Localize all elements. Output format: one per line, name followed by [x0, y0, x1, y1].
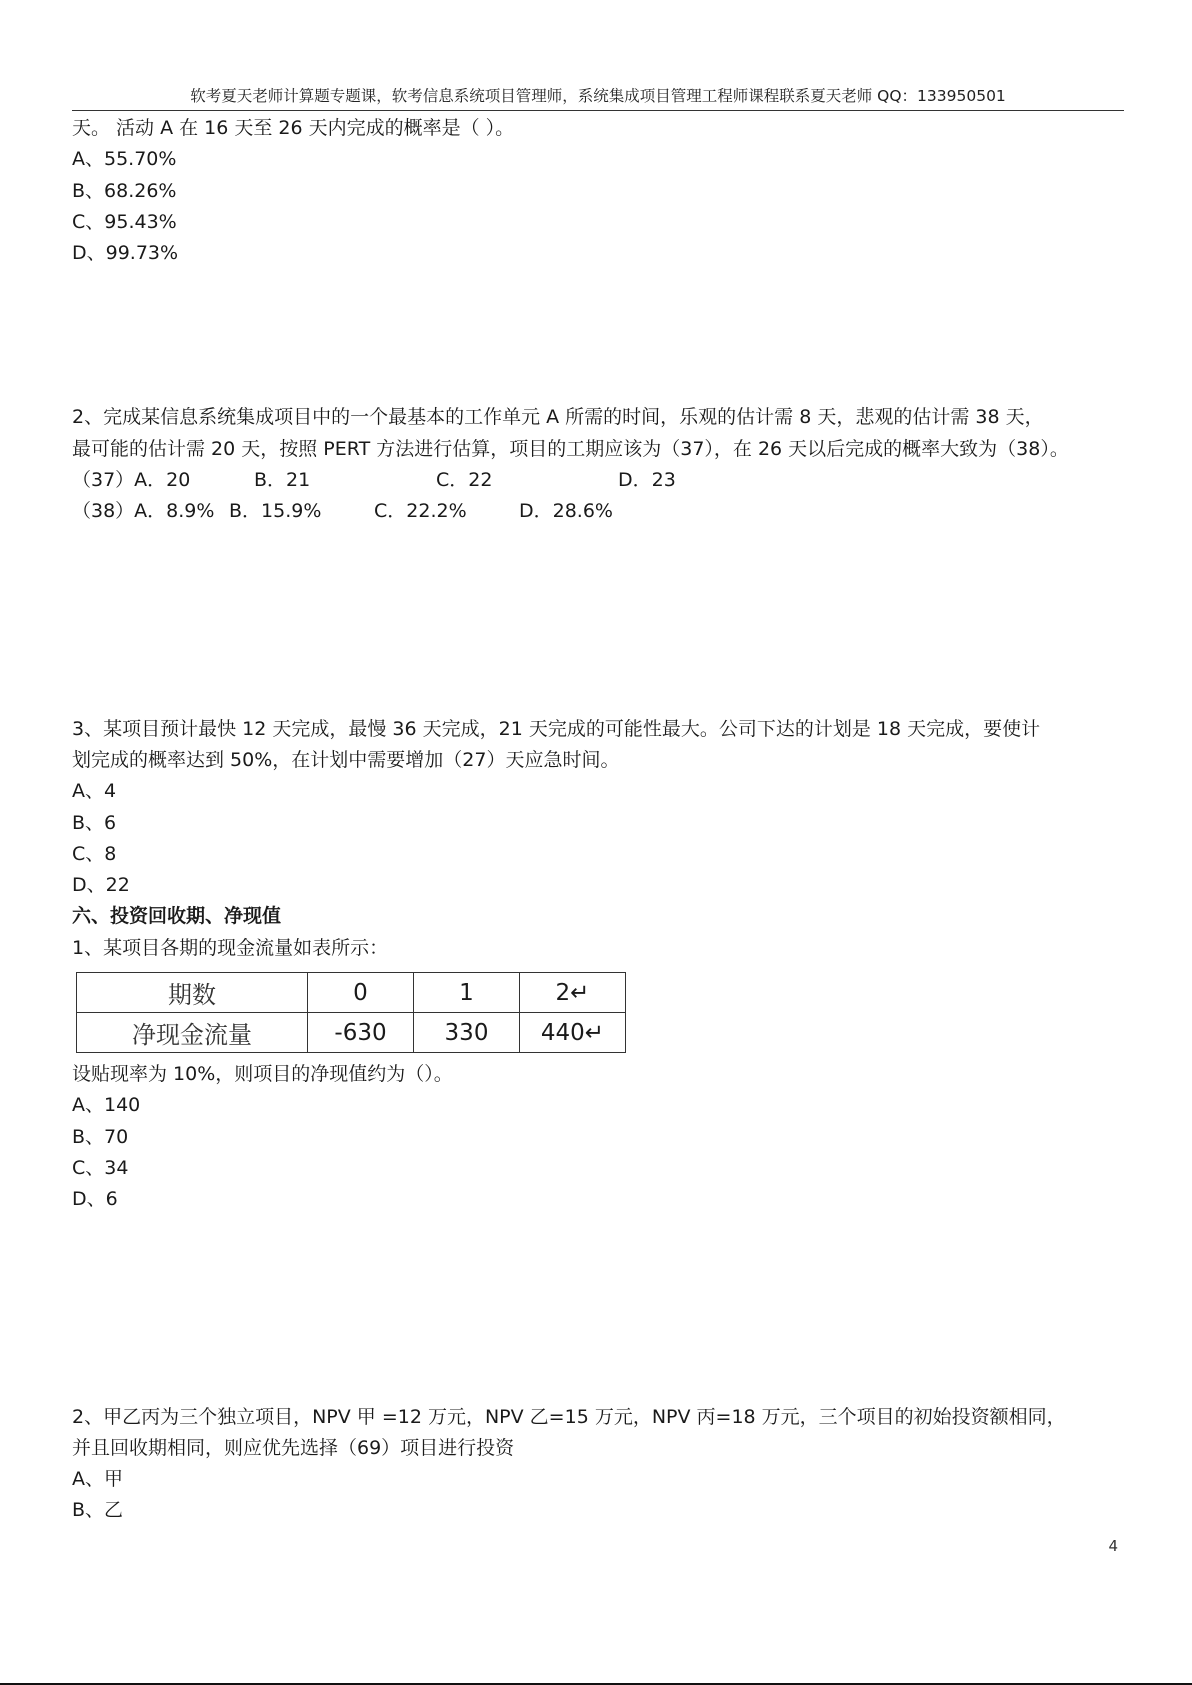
s6-q1-stem: 1、某项目各期的现金流量如表所示： [72, 936, 389, 959]
q3-option-d: D、22 [72, 874, 130, 897]
q3-option-b: B、6 [72, 811, 117, 834]
q2-38-a: （38）A．8.9% [72, 500, 215, 523]
q0-option-a: A、55.70% [72, 148, 177, 171]
spacer [72, 269, 1152, 402]
q2-stem-line2: 最可能的估计需 20 天，按照 PERT 方法进行估算，项目的工期应该为（37），在 26 天以后完成的概率大致为（38）。 [72, 437, 1069, 460]
q2-38-c: C．22.2% [374, 500, 467, 523]
q0-option-c: C、95.43% [72, 210, 177, 233]
q2-row-37 [72, 465, 1152, 496]
q2-38-d: D．28.6% [519, 500, 613, 523]
q2-37-a: （37）A．20 [72, 469, 191, 492]
s6-q1-option-c: C、34 [72, 1156, 129, 1179]
q0-option-d: D、99.73% [72, 242, 179, 265]
q2-37-b: B．21 [254, 469, 311, 492]
s6-q2-option-a: A、甲 [72, 1468, 123, 1491]
table-row [77, 973, 626, 1013]
cash-flow-header: 净现金流量 [77, 1013, 308, 1053]
cash-flow-table [76, 972, 626, 1053]
q3-stem-line2: 划完成的概率达到 50%，在计划中需要增加（27）天应急时间。 [72, 748, 620, 771]
section-title: 六、投资回收期、净现值 [72, 905, 282, 928]
page-number: 4 [1108, 1537, 1118, 1555]
q2-stem-line1: 2、完成某信息系统集成项目中的一个最基本的工作单元 A 所需的时间，乐观的估计需 8 天，悲观的估计需 38 天， [72, 406, 1044, 429]
q3-option-a: A、4 [72, 780, 117, 803]
header-rule [72, 110, 1124, 111]
s6-q1-option-d: D、6 [72, 1188, 118, 1211]
q3-stem-line1: 3、某项目预计最快 12 天完成，最慢 36 天完成，21 天完成的可能性最大。公司下达的计划是 18 天完成，要使计 [72, 717, 1041, 740]
s6-q2-stem-line2: 并且回收期相同，则应优先选择（69）项目进行投资 [72, 1436, 515, 1459]
q2-38-b: B．15.9% [229, 500, 322, 523]
q2-row-38 [72, 496, 1152, 527]
s6-q1-option-b: B、70 [72, 1125, 129, 1148]
period-cell: 0 [308, 973, 414, 1013]
s6-q1-question: 设贴现率为 10%，则项目的净现值约为（）。 [72, 1063, 453, 1086]
q2-37-c: C．22 [436, 469, 493, 492]
spacer [72, 528, 1152, 714]
page-header: 软考夏天老师计算题专题课，软考信息系统项目管理师，系统集成项目管理工程师课程联系夏天老师 QQ：133950501 [190, 87, 1006, 105]
q0-option-b: B、68.26% [72, 179, 177, 202]
s6-q2-stem-line1: 2、甲乙丙为三个独立项目，NPV 甲 =12 万元，NPV 乙=15 万元，NPV 丙=18 万元，三个项目的初始投资额相同， [72, 1405, 1066, 1428]
q0-stem: 天。 活动 A 在 16 天至 26 天内完成的概率是（ ）。 [72, 117, 515, 139]
period-cell: 2↵ [520, 973, 626, 1013]
s6-q1-option-a: A、140 [72, 1094, 141, 1117]
cash-flow-cell: 330 [414, 1013, 520, 1053]
q3-option-c: C、8 [72, 842, 117, 865]
s6-q2-option-b: B、乙 [72, 1499, 124, 1522]
cash-flow-cell: -630 [308, 1013, 414, 1053]
q2-37-d: D．23 [618, 469, 676, 492]
cash-flow-cell: 440↵ [520, 1013, 626, 1053]
period-header: 期数 [77, 973, 308, 1013]
spacer [72, 1216, 1152, 1402]
table-row [77, 1013, 626, 1053]
period-cell: 1 [414, 973, 520, 1013]
page-content [72, 113, 1152, 1527]
